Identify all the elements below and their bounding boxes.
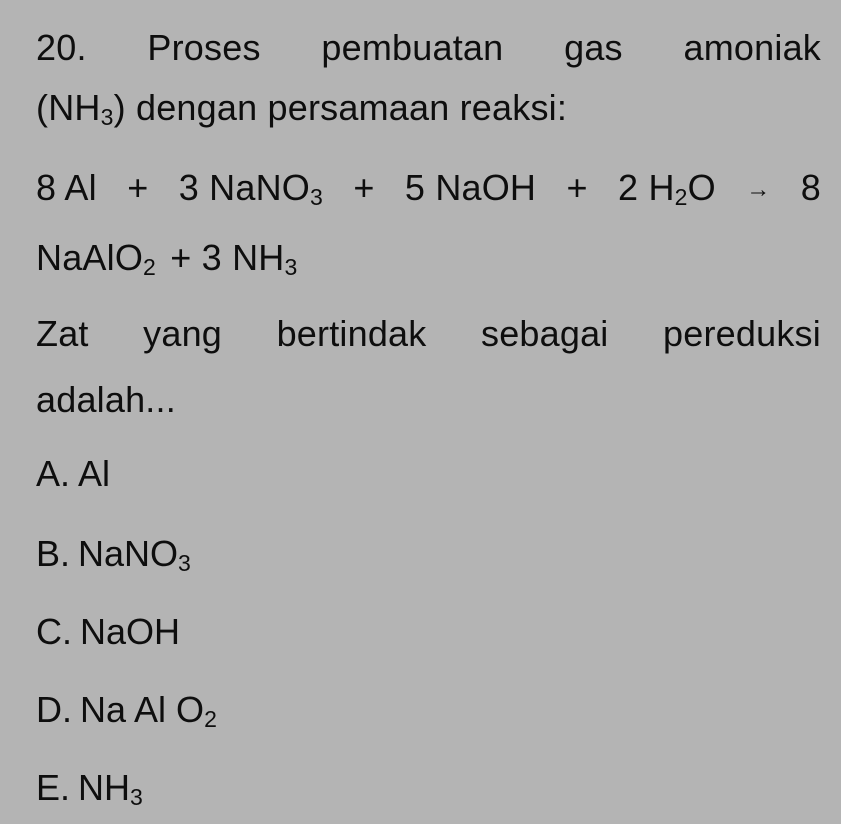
- prompt-word: pereduksi: [663, 313, 821, 354]
- reaction-equation-line-2: [36, 236, 821, 280]
- prompt-word: bertindak: [276, 313, 427, 354]
- option-subscript: 3: [130, 784, 143, 810]
- option-letter: E.: [36, 767, 71, 808]
- prompt-word: Zat: [36, 313, 89, 354]
- option-text: NaNO: [78, 533, 179, 574]
- question-number: 20.: [36, 27, 87, 68]
- option-text: NH: [78, 767, 131, 808]
- option-letter: B.: [36, 533, 71, 574]
- question-word: pembuatan: [321, 27, 504, 68]
- reaction-arrow: →: [746, 176, 771, 203]
- option-letter: A.: [36, 453, 71, 494]
- question-line-1: [36, 26, 821, 70]
- question-line-2: $(NH_3)$ dengan persamaan reaksi:: [36, 87, 568, 130]
- option-text: NaOH: [80, 611, 181, 652]
- prompt-line-1: [36, 312, 821, 356]
- product-nh3: + 3 $NH_3$: [170, 237, 298, 280]
- reactant-h2o: 2 $H_2O$: [618, 167, 716, 210]
- plus-sign: +: [127, 167, 149, 208]
- option-letter: D.: [36, 689, 72, 730]
- prompt-word: yang: [143, 313, 223, 354]
- question-word: amoniak: [683, 27, 821, 68]
- option-b[interactable]: [36, 532, 191, 576]
- option-a[interactable]: [36, 452, 110, 496]
- option-text: Al: [78, 453, 111, 494]
- question-word: gas: [564, 27, 623, 68]
- plus-sign: +: [353, 167, 375, 208]
- option-subscript: 2: [204, 706, 217, 732]
- plus-sign: +: [566, 167, 588, 208]
- option-e[interactable]: [36, 766, 143, 810]
- option-text: Na Al O: [80, 689, 205, 730]
- reactant-naoh: 5 NaOH: [404, 167, 537, 208]
- question-word: Proses: [147, 27, 261, 68]
- prompt-word: sebagai: [481, 313, 609, 354]
- option-subscript: 3: [178, 550, 191, 576]
- reactant-al: 8 Al: [36, 167, 97, 208]
- option-c[interactable]: [36, 610, 180, 654]
- reactant-nano3: 3 NaNO$_3$: [178, 167, 323, 210]
- option-d[interactable]: [36, 688, 217, 732]
- option-letter: C.: [36, 611, 72, 652]
- product-naalo2: NaAlO$_2$: [36, 237, 157, 280]
- product-coefficient: 8: [800, 167, 821, 208]
- reaction-equation-line-1: [36, 166, 821, 215]
- prompt-line-2: adalah...: [36, 379, 176, 420]
